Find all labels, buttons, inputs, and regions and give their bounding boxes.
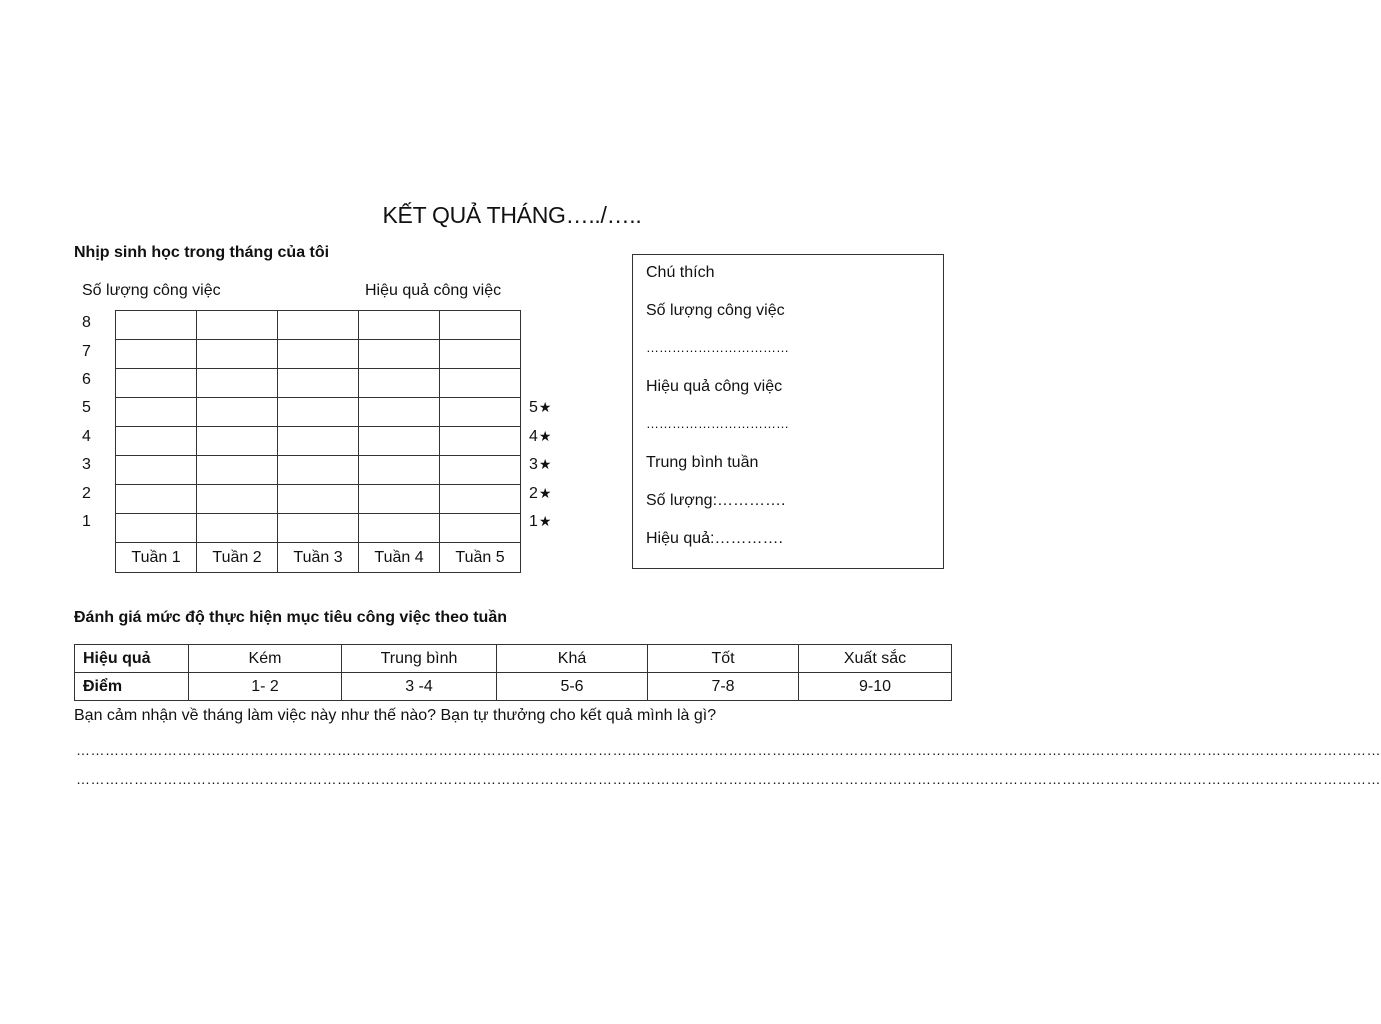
- grid-cell[interactable]: [359, 398, 440, 427]
- grid-row: [116, 369, 521, 398]
- y-label: 1: [82, 513, 91, 530]
- grid-cell[interactable]: [359, 485, 440, 514]
- grid-row: [116, 514, 521, 543]
- grid-cell[interactable]: [197, 311, 278, 340]
- grid-cell[interactable]: [278, 427, 359, 456]
- level-cell: Xuất sắc: [799, 645, 952, 673]
- star-icon: ★: [538, 399, 552, 415]
- star-rating-label: [529, 428, 551, 446]
- efficiency-axis-label: Hiệu quả công việc: [365, 282, 502, 299]
- star-icon: ★: [538, 513, 552, 529]
- grid-cell[interactable]: [440, 427, 521, 456]
- score-cell: 9-10: [799, 673, 952, 701]
- grid-cell[interactable]: [359, 369, 440, 398]
- grid-cell[interactable]: [278, 311, 359, 340]
- grid-cell[interactable]: [440, 485, 521, 514]
- rhythm-heading: Nhịp sinh học trong tháng của tôi: [74, 244, 330, 261]
- grid-cell[interactable]: [359, 427, 440, 456]
- efficiency-row-header: Hiệu quả: [75, 645, 189, 673]
- week-label: Tuần 5: [440, 543, 521, 573]
- grid-cell[interactable]: [278, 369, 359, 398]
- star-rating-label: [529, 485, 551, 503]
- score-cell: 1- 2: [189, 673, 342, 701]
- grid-cell[interactable]: [278, 398, 359, 427]
- average-quantity-field[interactable]: Số lượng:………….: [646, 492, 786, 509]
- grid-row: [116, 398, 521, 427]
- y-label: 8: [82, 314, 91, 331]
- answer-line[interactable]: ………………………………………………………………………………………………………………………………………………………………………………………………………………………………………………: [76, 771, 1381, 787]
- star-value: 1: [529, 513, 538, 530]
- grid-row: [116, 427, 521, 456]
- reflection-question: Bạn cảm nhận về tháng làm việc này như thế nào? Bạn tự thưởng cho kết quả mình là gì?: [74, 707, 717, 724]
- grid-cell[interactable]: [116, 311, 197, 340]
- star-icon: ★: [538, 456, 552, 472]
- star-value: 4: [529, 428, 538, 445]
- grid-row: [116, 485, 521, 514]
- week-label: Tuần 1: [116, 543, 197, 573]
- grid-cell[interactable]: [197, 485, 278, 514]
- week-label: Tuần 3: [278, 543, 359, 573]
- grid-cell[interactable]: [278, 340, 359, 369]
- legend-box: [632, 254, 944, 569]
- star-rating-label: [529, 456, 551, 474]
- star-icon: ★: [538, 428, 552, 444]
- star-value: 5: [529, 399, 538, 416]
- quantity-axis-label: Số lượng công việc: [82, 282, 221, 299]
- grid-cell[interactable]: [440, 514, 521, 543]
- level-cell: Khá: [497, 645, 648, 673]
- grid-cell[interactable]: [197, 456, 278, 485]
- y-label: 4: [82, 428, 91, 445]
- week-label: Tuần 2: [197, 543, 278, 573]
- grid-cell[interactable]: [197, 514, 278, 543]
- score-cell: 5-6: [497, 673, 648, 701]
- star-rating-label: [529, 399, 551, 417]
- level-cell: Trung bình: [342, 645, 497, 673]
- grid-cell[interactable]: [359, 514, 440, 543]
- grid-cell[interactable]: [440, 398, 521, 427]
- legend-efficiency-blank[interactable]: ……………………………: [646, 416, 789, 431]
- legend-title: Chú thích: [646, 264, 715, 281]
- grid-cell[interactable]: [116, 427, 197, 456]
- score-row: [75, 673, 952, 701]
- grid-cell[interactable]: [278, 485, 359, 514]
- grid-row: [116, 311, 521, 340]
- grid-cell[interactable]: [440, 369, 521, 398]
- grid-row: [116, 340, 521, 369]
- grid-cell[interactable]: [116, 485, 197, 514]
- grid-cell[interactable]: [116, 398, 197, 427]
- grid-cell[interactable]: [359, 340, 440, 369]
- weekly-average-label: Trung bình tuần: [646, 454, 759, 471]
- grid-cell[interactable]: [116, 456, 197, 485]
- grid-cell[interactable]: [197, 398, 278, 427]
- average-efficiency-field[interactable]: Hiệu quả:………….: [646, 530, 783, 547]
- evaluation-table: [74, 644, 952, 701]
- level-cell: Tốt: [648, 645, 799, 673]
- grid-cell[interactable]: [440, 456, 521, 485]
- grid-cell[interactable]: [116, 514, 197, 543]
- grid-cell[interactable]: [197, 340, 278, 369]
- star-rating-label: [529, 513, 551, 531]
- y-label: 6: [82, 371, 91, 388]
- level-cell: Kém: [189, 645, 342, 673]
- efficiency-row: [75, 645, 952, 673]
- grid-cell[interactable]: [278, 514, 359, 543]
- week-row: [116, 543, 521, 573]
- page-title: KẾT QUẢ THÁNG…../…..: [382, 202, 642, 228]
- grid-cell[interactable]: [278, 456, 359, 485]
- y-label: 5: [82, 399, 91, 416]
- score-cell: 3 -4: [342, 673, 497, 701]
- grid-cell[interactable]: [440, 340, 521, 369]
- star-value: 3: [529, 456, 538, 473]
- legend-quantity-blank[interactable]: ……………………………: [646, 340, 789, 355]
- score-row-header: Điểm: [75, 673, 189, 701]
- score-cell: 7-8: [648, 673, 799, 701]
- star-icon: ★: [538, 485, 552, 501]
- grid-row: [116, 456, 521, 485]
- evaluation-heading: Đánh giá mức độ thực hiện mục tiêu công việc theo tuần: [74, 609, 507, 626]
- grid-cell[interactable]: [116, 369, 197, 398]
- answer-line[interactable]: ………………………………………………………………………………………………………………………………………………………………………………………………………………………………………………: [76, 742, 1381, 758]
- legend-efficiency-label: Hiệu quả công việc: [646, 378, 783, 395]
- week-label: Tuần 4: [359, 543, 440, 573]
- star-value: 2: [529, 485, 538, 502]
- grid-cell[interactable]: [440, 311, 521, 340]
- grid-cell[interactable]: [359, 311, 440, 340]
- legend-quantity-label: Số lượng công việc: [646, 302, 785, 319]
- grid-cell[interactable]: [116, 340, 197, 369]
- grid-cell[interactable]: [197, 427, 278, 456]
- grid-cell[interactable]: [359, 456, 440, 485]
- y-label: 2: [82, 485, 91, 502]
- grid-cell[interactable]: [197, 369, 278, 398]
- rhythm-grid: [115, 310, 521, 573]
- y-label: 3: [82, 456, 91, 473]
- y-label: 7: [82, 343, 91, 360]
